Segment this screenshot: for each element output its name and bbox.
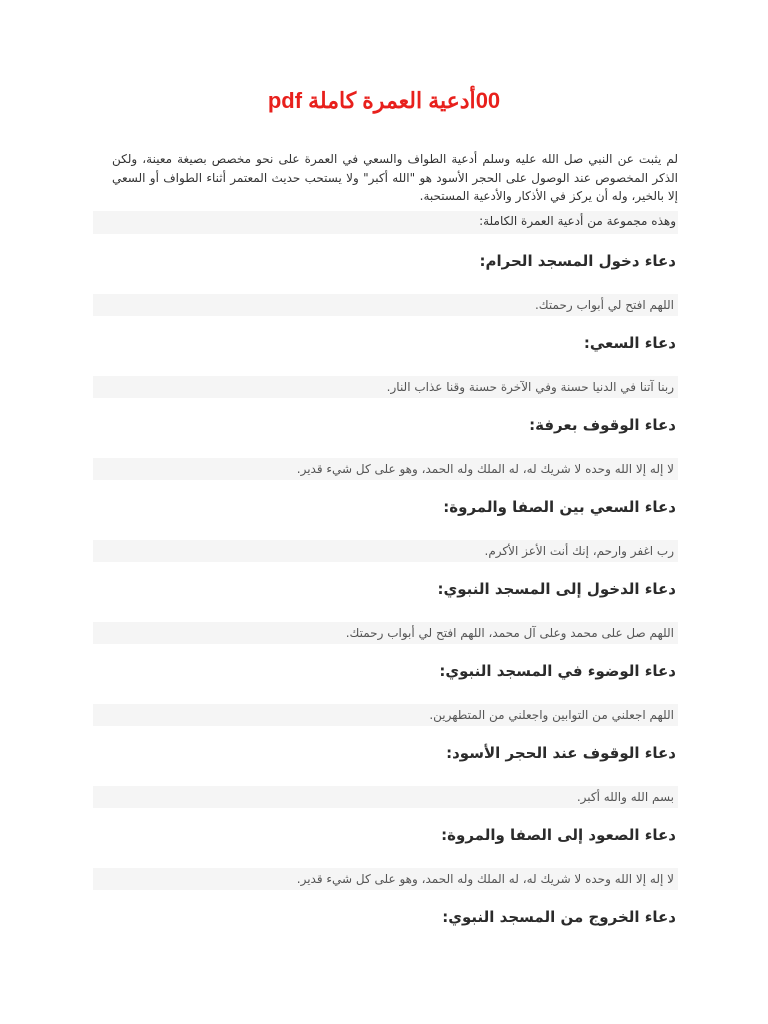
prayer-section: [93, 414, 678, 496]
prayer-text: اللهم اجعلني من التوابين واجعلني من المتطهرين.: [429, 708, 674, 722]
prayer-text: لا إله إلا الله وحده لا شريك له، له الملك وله الحمد، وهو على كل شيء قدير.: [296, 462, 674, 476]
prayer-section: [93, 332, 678, 414]
section-heading: دعاء دخول المسجد الحرام:: [479, 252, 676, 270]
prayer-text: بسم الله والله أكبر.: [576, 790, 674, 804]
prayer-text: لا إله إلا الله وحده لا شريك له، له الملك وله الحمد، وهو على كل شيء قدير.: [296, 872, 674, 886]
section-heading: دعاء الوقوف عند الحجر الأسود:: [446, 744, 676, 762]
prayer-section: [93, 824, 678, 906]
prayer-section: [93, 906, 678, 988]
lead-sentence: وهذه مجموعة من أدعية العمرة الكاملة:: [479, 214, 676, 228]
section-heading: دعاء الوضوء في المسجد النبوي:: [439, 662, 676, 680]
prayer-text: ربنا آتنا في الدنيا حسنة وفي الآخرة حسنة وقنا عذاب النار.: [386, 380, 674, 394]
section-heading: دعاء الدخول إلى المسجد النبوي:: [437, 580, 676, 598]
prayer-section: [93, 496, 678, 578]
section-heading: دعاء الخروج من المسجد النبوي:: [442, 908, 676, 926]
prayer-section: [93, 742, 678, 824]
prayer-text: اللهم صل على محمد وعلى آل محمد، اللهم افتح لي أبواب رحمتك.: [345, 626, 674, 640]
section-heading: دعاء الوقوف بعرفة:: [529, 416, 676, 434]
prayer-text: رب اغفر وارحم، إنك أنت الأعز الأكرم.: [484, 544, 674, 558]
intro-paragraph: لم يثبت عن النبي صل الله عليه وسلم أدعية الطواف والسعي في العمرة على نحو مخصص بصيغة معينة، ولكن الذكر المخصوص عند الوصول على الحجر الأسود هو "الله أكبر" ولا يستحب حديث المعتمر أثناء الطواف أو السعي إلا بالخير، وله أن يركز في الأذكار والأدعية المستحبة.: [112, 152, 678, 203]
section-heading: دعاء السعي:: [583, 334, 676, 352]
prayer-section: [93, 250, 678, 332]
document-title: 00أدعية العمرة كاملة pdf: [267, 88, 501, 113]
prayer-section: [93, 660, 678, 742]
section-heading: دعاء السعي بين الصفا والمروة:: [443, 498, 676, 516]
prayer-sections-list: [93, 250, 678, 988]
prayer-text: اللهم افتح لي أبواب رحمتك.: [534, 298, 674, 312]
prayer-section: [93, 578, 678, 660]
section-heading: دعاء الصعود إلى الصفا والمروة:: [441, 826, 676, 844]
